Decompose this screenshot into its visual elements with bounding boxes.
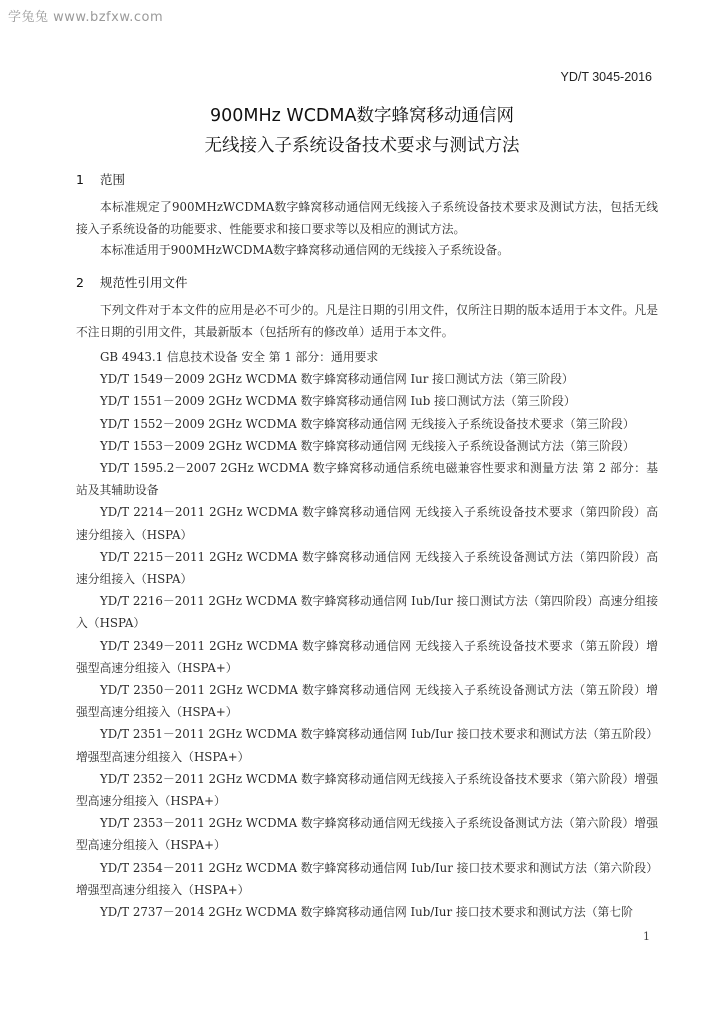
reference-item: YD/T 2737－2014 2GHz WCDMA 数字蜂窝移动通信网 Iub/Iur 接口技术要求和测试方法（第七阶 — [100, 905, 633, 920]
reference-item: YD/T 2352－2011 2GHz WCDMA 数字蜂窝移动通信网无线接入子系统设备技术要求（第六阶段）增强型高速分组接入（HSPA+） — [76, 771, 658, 809]
reference-item: YD/T 2353－2011 2GHz WCDMA 数字蜂窝移动通信网无线接入子系统设备测试方法（第六阶段）增强型高速分组接入（HSPA+） — [76, 816, 658, 853]
reference-item: YD/T 1553－2009 2GHz WCDMA 数字蜂窝移动通信网 无线接入子系统设备测试方法（第三阶段） — [100, 438, 635, 453]
reference-item: YD/T 2215－2011 2GHz WCDMA 数字蜂窝移动通信网 无线接入子系统设备测试方法（第四阶段）高速分组接入（HSPA） — [76, 549, 658, 587]
reference-item: YD/T 2214－2011 2GHz WCDMA 数字蜂窝移动通信网 无线接入子系统设备技术要求（第四阶段）高速分组接入（HSPA） — [76, 505, 658, 542]
reference-item: YD/T 2351－2011 2GHz WCDMA 数字蜂窝移动通信网 Iub/Iur 接口技术要求和测试方法（第五阶段）增强型高速分组接入（HSPA+） — [76, 727, 658, 764]
section-title: 规范性引用文件 — [100, 275, 188, 290]
page-number: 1 — [643, 930, 650, 943]
reference-item: YD/T 1549－2009 2GHz WCDMA 数字蜂窝移动通信网 Iur 接口测试方法（第三阶段） — [100, 372, 574, 387]
section-heading-normative-references — [76, 273, 188, 291]
watermark-text: 学兔兔 www.bzfxw.com — [8, 10, 164, 25]
section-number: 1 — [76, 172, 84, 187]
reference-item: YD/T 2216－2011 2GHz WCDMA 数字蜂窝移动通信网 Iub/Iur 接口测试方法（第四阶段）高速分组接入（HSPA） — [76, 594, 658, 631]
document-title-line-1: 900MHz WCDMA数字蜂窝移动通信网 — [210, 106, 514, 126]
reference-item: YD/T 2350－2011 2GHz WCDMA 数字蜂窝移动通信网 无线接入子系统设备测试方法（第五阶段）增强型高速分组接入（HSPA+） — [76, 683, 658, 720]
reference-item: YD/T 1551－2009 2GHz WCDMA 数字蜂窝移动通信网 Iub 接口测试方法（第三阶段） — [100, 394, 576, 409]
standard-code: YD/T 3045-2016 — [560, 70, 652, 84]
scope-paragraph-2: 本标准适用于900MHzWCDMA数字蜂窝移动通信网的无线接入子系统设备。 — [100, 243, 510, 257]
reference-item: YD/T 2354－2011 2GHz WCDMA 数字蜂窝移动通信网 Iub/Iur 接口技术要求和测试方法（第六阶段）增强型高速分组接入（HSPA+） — [76, 860, 658, 897]
reference-item: YD/T 1595.2－2007 2GHz WCDMA 数字蜂窝移动通信系统电磁兼容性要求和测量方法 第 2 部分：基站及其辅助设备 — [76, 461, 658, 498]
reference-item: GB 4943.1 信息技术设备 安全 第 1 部分：通用要求 — [100, 350, 379, 364]
reference-item: YD/T 1552－2009 2GHz WCDMA 数字蜂窝移动通信网 无线接入子系统设备技术要求（第三阶段） — [100, 416, 635, 431]
section-heading-scope — [76, 170, 125, 188]
section-title: 范围 — [100, 172, 126, 187]
scope-paragraph-1: 本标准规定了900MHzWCDMA数字蜂窝移动通信网无线接入子系统设备技术要求及测试方法，包括无线接入子系统设备的功能要求、性能要求和接口要求等以及相应的测试方法。 — [76, 200, 658, 236]
section-number: 2 — [76, 275, 84, 290]
reference-item: YD/T 2349－2011 2GHz WCDMA 数字蜂窝移动通信网 无线接入子系统设备技术要求（第五阶段）增强型高速分组接入（HSPA+） — [76, 638, 658, 675]
references-intro-paragraph: 下列文件对于本文件的应用是必不可少的。凡是注日期的引用文件，仅所注日期的版本适用于本文件。凡是不注日期的引用文件，其最新版本（包括所有的修改单）适用于本文件。 — [76, 303, 658, 339]
document-title-line-2: 无线接入子系统设备技术要求与测试方法 — [204, 136, 520, 156]
reference-list — [76, 346, 658, 923]
